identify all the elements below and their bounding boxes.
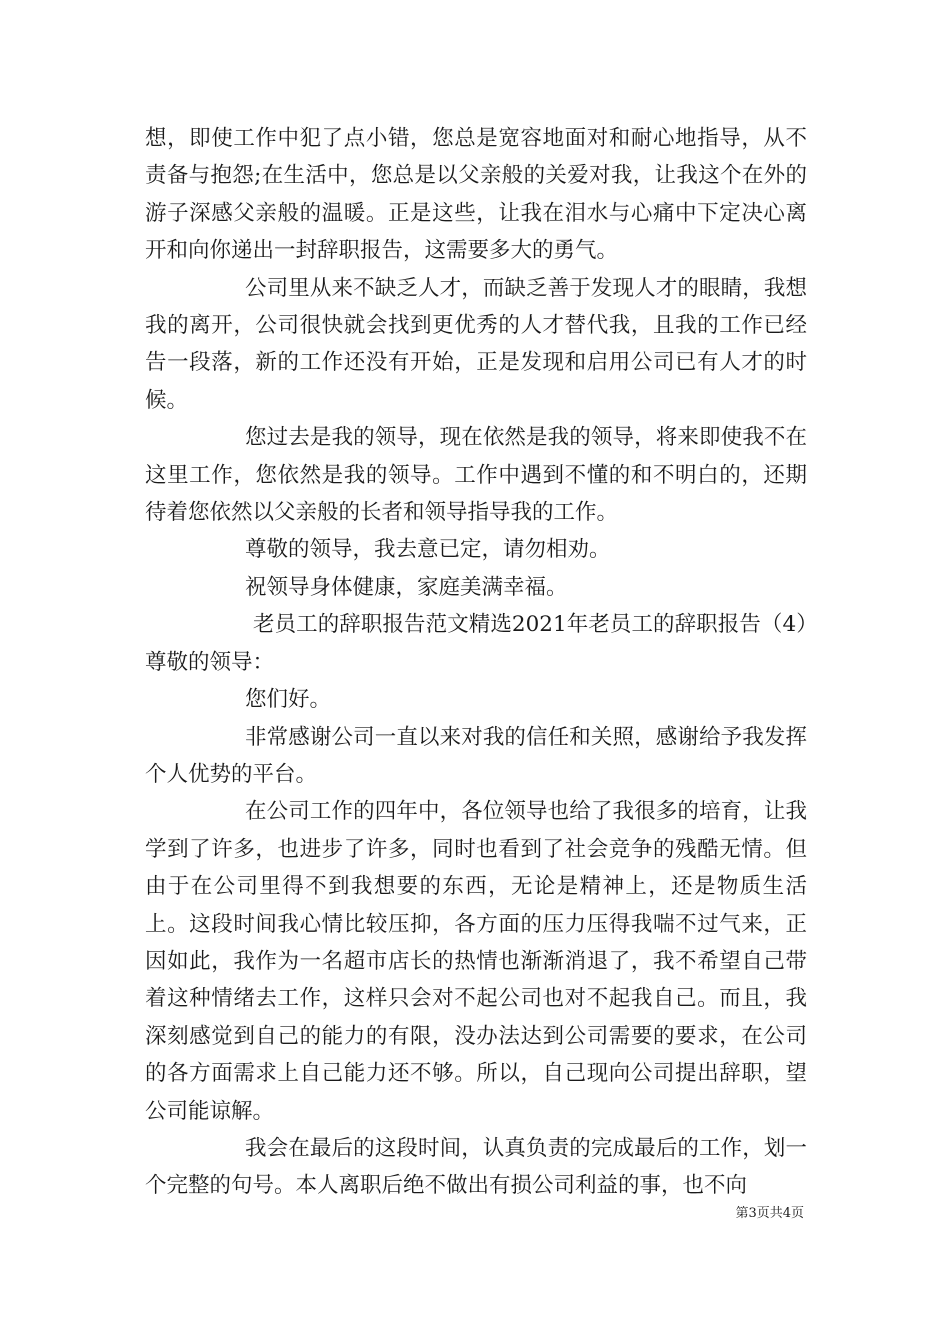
section-heading: 老员工的辞职报告范文精选2021年老员工的辞职报告（4）尊敬的领导： [145, 612, 807, 675]
paragraph-wishes: 祝领导身体健康，家庭美满幸福。 [245, 574, 568, 600]
page-number-footer: 第3页共4页 [735, 1206, 804, 1221]
paragraph-continuation: 想，即使工作中犯了点小错，您总是宽容地面对和耐心地指导，从不责备与抱怨;在生活中，您总是以父亲般的关爱对我，让我这个在外的游子深感父亲般的温暖。正是这些，让我在泪水与心痛中下定决心离开和向你递出一封辞职报告，这需要多大的勇气。 [145, 126, 807, 264]
paragraph-decision: 尊敬的领导，我去意已定，请勿相劝。 [245, 537, 611, 563]
paragraph-leader: 您过去是我的领导，现在依然是我的领导，将来即使我不在这里工作，您依然是我的领导。工作中遇到不懂的和不明白的，还期待着您依然以父亲般的长者和领导指导我的工作。 [145, 425, 807, 526]
paragraph-final-work: 我会在最后的这段时间，认真负责的完成最后的工作，划一个完整的句号。本人离职后绝不做出有损公司利益的事，也不向 [145, 1135, 807, 1199]
paragraph-reasons: 在公司工作的四年中，各位领导也给了我很多的培育，让我学到了许多，也进步了许多，同时也看到了社会竞争的残酷无情。但由于在公司里得不到我想要的东西，无论是精神上，还是物质生活上。这段时间我心情比较压抑，各方面的压力压得我喘不过气来，正因如此，我作为一名超市店长的热情也渐渐消退了，我不希望自己带着这种情绪去工作，这样只会对不起公司也对不起我自己。而且，我深刻感觉到自己的能力的有限，没办法达到公司需要的要求，在公司的各方面需求上自己能力还不够。所以，自己现向公司提出辞职，望公司能谅解。 [145, 799, 807, 1124]
paragraph-thanks: 非常感谢公司一直以来对我的信任和关照，感谢给予我发挥个人优势的平台。 [145, 724, 807, 787]
paragraph-greeting: 您们好。 [245, 687, 332, 713]
document-body [145, 120, 807, 1205]
paragraph-talent: 公司里从来不缺乏人才，而缺乏善于发现人才的眼睛，我想我的离开，公司很快就会找到更优秀的人才替代我，且我的工作已经告一段落，新的工作还没有开始，正是发现和启用公司已有人才的时候。 [145, 275, 807, 413]
